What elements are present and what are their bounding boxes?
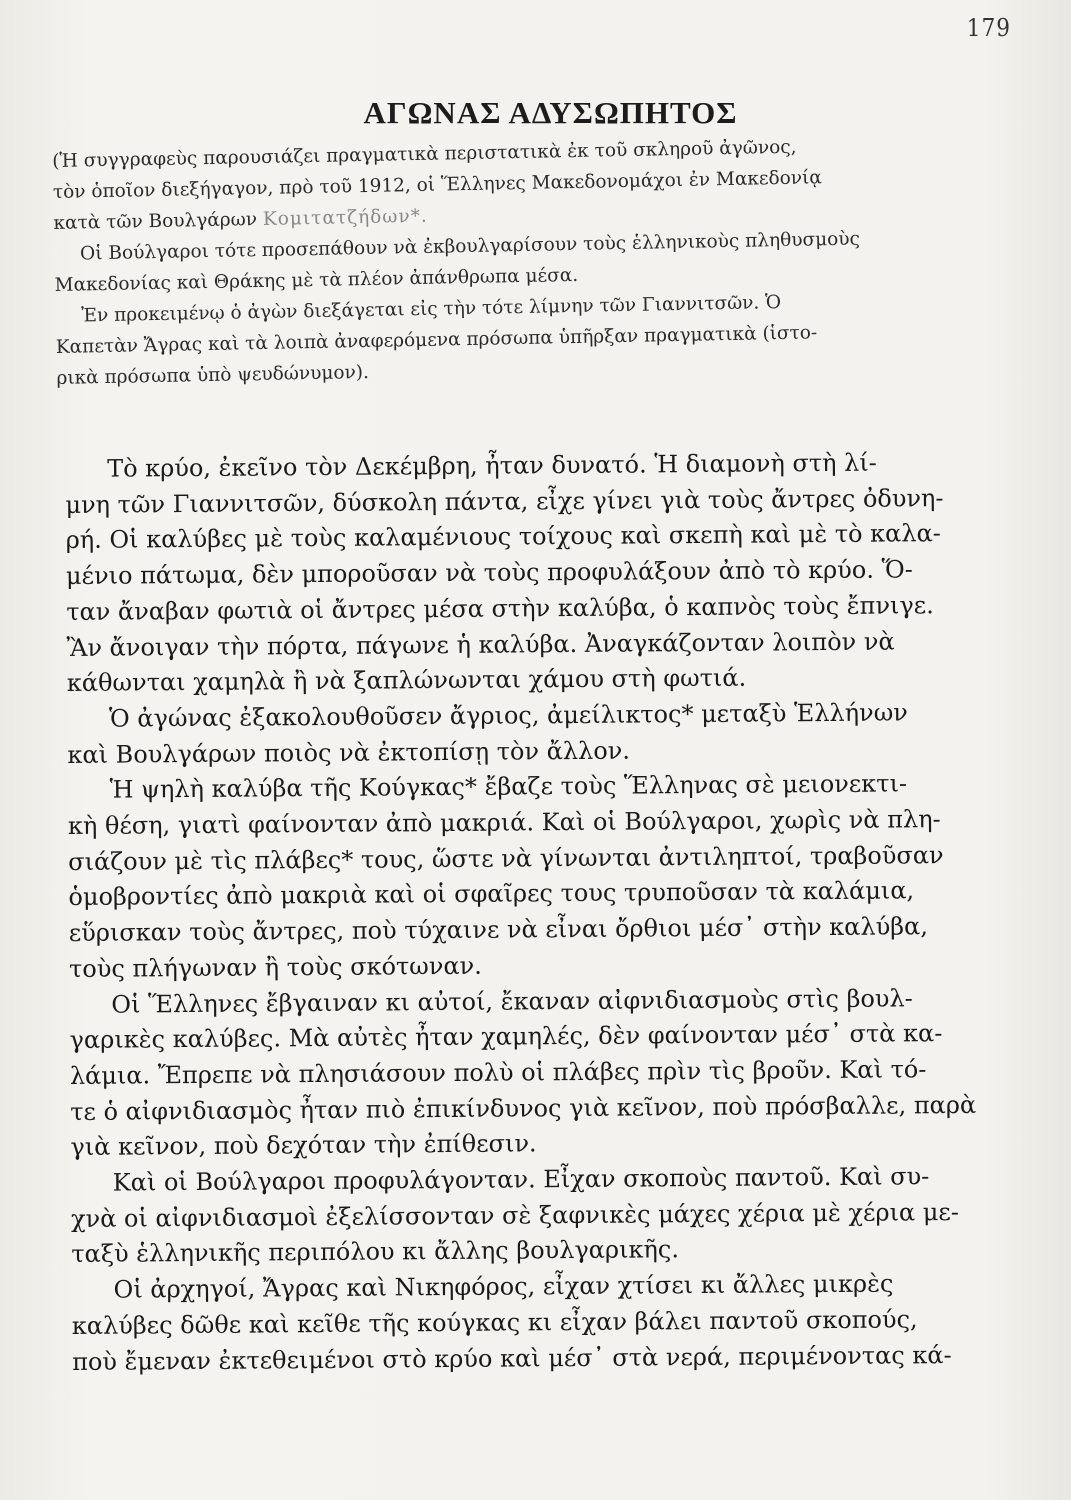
text-line: τε ὁ αἰφνιδιασμὸς ἦταν πιὸ ἐπικίνδυνος γιὰ κεῖνον, ποὺ πρόσβαλλε, παρὰ (70, 1090, 977, 1126)
text-line: Οἱ Βούλγαροι τότε προσεπάθουν νὰ ἐκβουλγαρίσουν τοὺς ἑλληνικοὺς πληθυσμοὺς (79, 228, 861, 265)
text-line: ρικὰ πρόσωπα ὑπὸ ψευδώνυμον). (56, 361, 370, 389)
text-line: Ἂν ἄνοιγαν τὴν πόρτα, πάγωνε ἡ καλύβα. Ἀναγκάζονταν λοιπὸν νὰ (66, 627, 895, 662)
text-line: σιάζουν μὲ τὶς πλάβες* τους, ὥστε νὰ γίνωνται ἀντιληπτοί, τραβοῦσαν (68, 840, 944, 876)
text-line: κὴ θέση, γιατὶ φαίνονταν ἀπὸ μακριά. Καὶ οἱ Βούλγαροι, χωρὶς νὰ πλη- (67, 805, 941, 841)
text-line: τὸν ὁποῖον διεξήγαγον, πρὸ τοῦ 1912, οἱ Ἕλληνες Μακεδονομάχοι ἐν Μακεδονίᾳ (52, 167, 822, 203)
body-paragraph-3 (67, 767, 944, 988)
text-line: τοὺς πλήγωναν ἢ τοὺς σκότωναν. (68, 951, 482, 983)
chapter-title: ΑΓΩΝΑΣ ΑΔΥΣΩΠΗΤΟΣ (363, 95, 738, 130)
text-line: μνη τῶν Γιαννιτσῶν, δύσκολη πάντα, εἶχε γίνει γιὰ τοὺς ἄντρες ὀδυνη- (65, 483, 944, 519)
text-line: Ἐν προκειμένῳ ὁ ἀγὼν διεξάγεται εἰς τὴν τότε λίμνην τῶν Γιαννιτσῶν. Ὁ (81, 292, 782, 327)
text-line: γιὰ κεῖνον, ποὺ δεχόταν τὴν ἐπίθεσιν. (70, 1129, 537, 1162)
text-line: Τὸ κρύο, ἐκεῖνο τὸν Δεκέμβρη, ἦταν δυνατό. Ἡ διαμονὴ στὴ λί- (107, 448, 877, 483)
text-line: μένιο πάτωμα, δὲν μποροῦσαν νὰ τοὺς προφυλάξουν ἀπὸ τὸ κρύο. Ὅ- (65, 555, 913, 591)
text-line: ταν ἄναβαν φωτιὰ οἱ ἄντρες μέσα στὴν καλύβα, ὁ καπνὸς τοὺς ἔπνιγε. (66, 590, 934, 626)
text-line: ὁμοβροντίες ἀπὸ μακριὰ καὶ οἱ σφαῖρες τους τρυποῦσαν τὰ καλάμια, (68, 876, 915, 912)
body-paragraph-4 (69, 981, 977, 1166)
text-line: Μακεδονίας καὶ Θράκης μὲ τὰ πλέον ἀπάνθρωπα μέσα. (54, 264, 579, 296)
text-line: Ἡ ψηλὴ καλύβα τῆς Κούγκας* ἔβαζε τοὺς Ἕλληνας σὲ μειονεκτι- (109, 769, 908, 804)
text-line: κάθωνται χαμηλὰ ἢ νὰ ξαπλώνωνται χάμου στὴ φωτιά. (66, 663, 747, 698)
text-line: Οἱ Ἕλληνες ἔβγαιναν κι αὐτοί, ἔκαναν αἰφνιδιασμοὺς στὶς βουλ- (111, 983, 913, 1019)
faded-word: Κομιτατζήδων*. (262, 205, 428, 230)
text-line: χνὰ οἱ αἰφνιδιασμοὶ ἐξελίσσονταν σὲ ξαφνικὲς μάχες χέρια μὲ χέρια με- (70, 1197, 960, 1233)
text-line: ποὺ ἔμεναν ἐκτεθειμένοι στὸ κρύο καὶ μέσ᾽ στὰ νερά, περιμένοντας κά- (72, 1340, 952, 1376)
intro-note (52, 129, 919, 394)
text-line: ρή. Οἱ καλύβες μὲ τοὺς καλαμένιους τοίχους καὶ σκεπὴ καὶ μὲ τὸ καλα- (65, 519, 941, 555)
text-line: γαρικὲς καλύβες. Μὰ αὐτὲς ἦταν χαμηλές, δὲν φαίνονταν μέσ᾽ στὰ κα- (69, 1019, 943, 1055)
main-text (65, 445, 977, 1380)
text-line: Ὁ ἀγώνας ἐξακολουθοῦσεν ἄγριος, ἀμείλικτος* μεταξὺ Ἑλλήνων (108, 698, 908, 733)
text-line: εὕρισκαν τοὺς ἄντρες, ποὺ τύχαινε νὰ εἶναι ὄρθιοι μέσ᾽ στὴν καλύβα, (68, 912, 929, 948)
text-line: καὶ Βουλγάρων ποιὸς νὰ ἐκτοπίσῃ τὸν ἄλλον. (67, 736, 631, 769)
text-line: λάμια. Ἔπρεπε νὰ πλησιάσουν πολὺ οἱ πλάβες πρὶν τὶς βροῦν. Καὶ τό- (69, 1055, 927, 1090)
text-fragment: κατὰ τῶν Βουλγάρων (53, 208, 264, 234)
text-line: καλύβες δῶθε καὶ κεῖθε τῆς κούγκας κι εἶχαν βάλει παντοῦ σκοπούς, (71, 1305, 918, 1340)
body-paragraph-5 (70, 1159, 960, 1273)
intro-paragraph-1 (52, 129, 916, 239)
body-paragraph-6 (71, 1266, 952, 1380)
body-paragraph-1 (65, 445, 944, 702)
text-line: (Ἡ συγγραφεὺς παρουσιάζει πραγματικὰ περιστατικὰ ἐκ τοῦ σκληροῦ ἀγῶνος, (52, 136, 797, 172)
body-paragraph-2 (67, 695, 923, 773)
intro-paragraph-3 (55, 284, 919, 394)
text-line: Καὶ οἱ Βούλγαροι προφυλάγονταν. Εἶχαν σκοποὺς παντοῦ. Καὶ συ- (112, 1162, 930, 1197)
text-line: Οἱ ἀρχηγοί, Ἄγρας καὶ Νικηφόρος, εἶχαν χτίσει κι ἄλλες μικρὲς (113, 1269, 894, 1304)
text-line: Καπετὰν Ἄγρας καὶ τὰ λοιπὰ ἀναφερόμενα πρόσωπα ὑπῆρξαν πραγματικὰ (ἱστο- (55, 322, 818, 358)
page-number: 179 (966, 14, 1011, 42)
text-line: ταξὺ ἑλληνικῆς περιπόλου κι ἄλλης βουλγαρικῆς. (71, 1235, 680, 1269)
